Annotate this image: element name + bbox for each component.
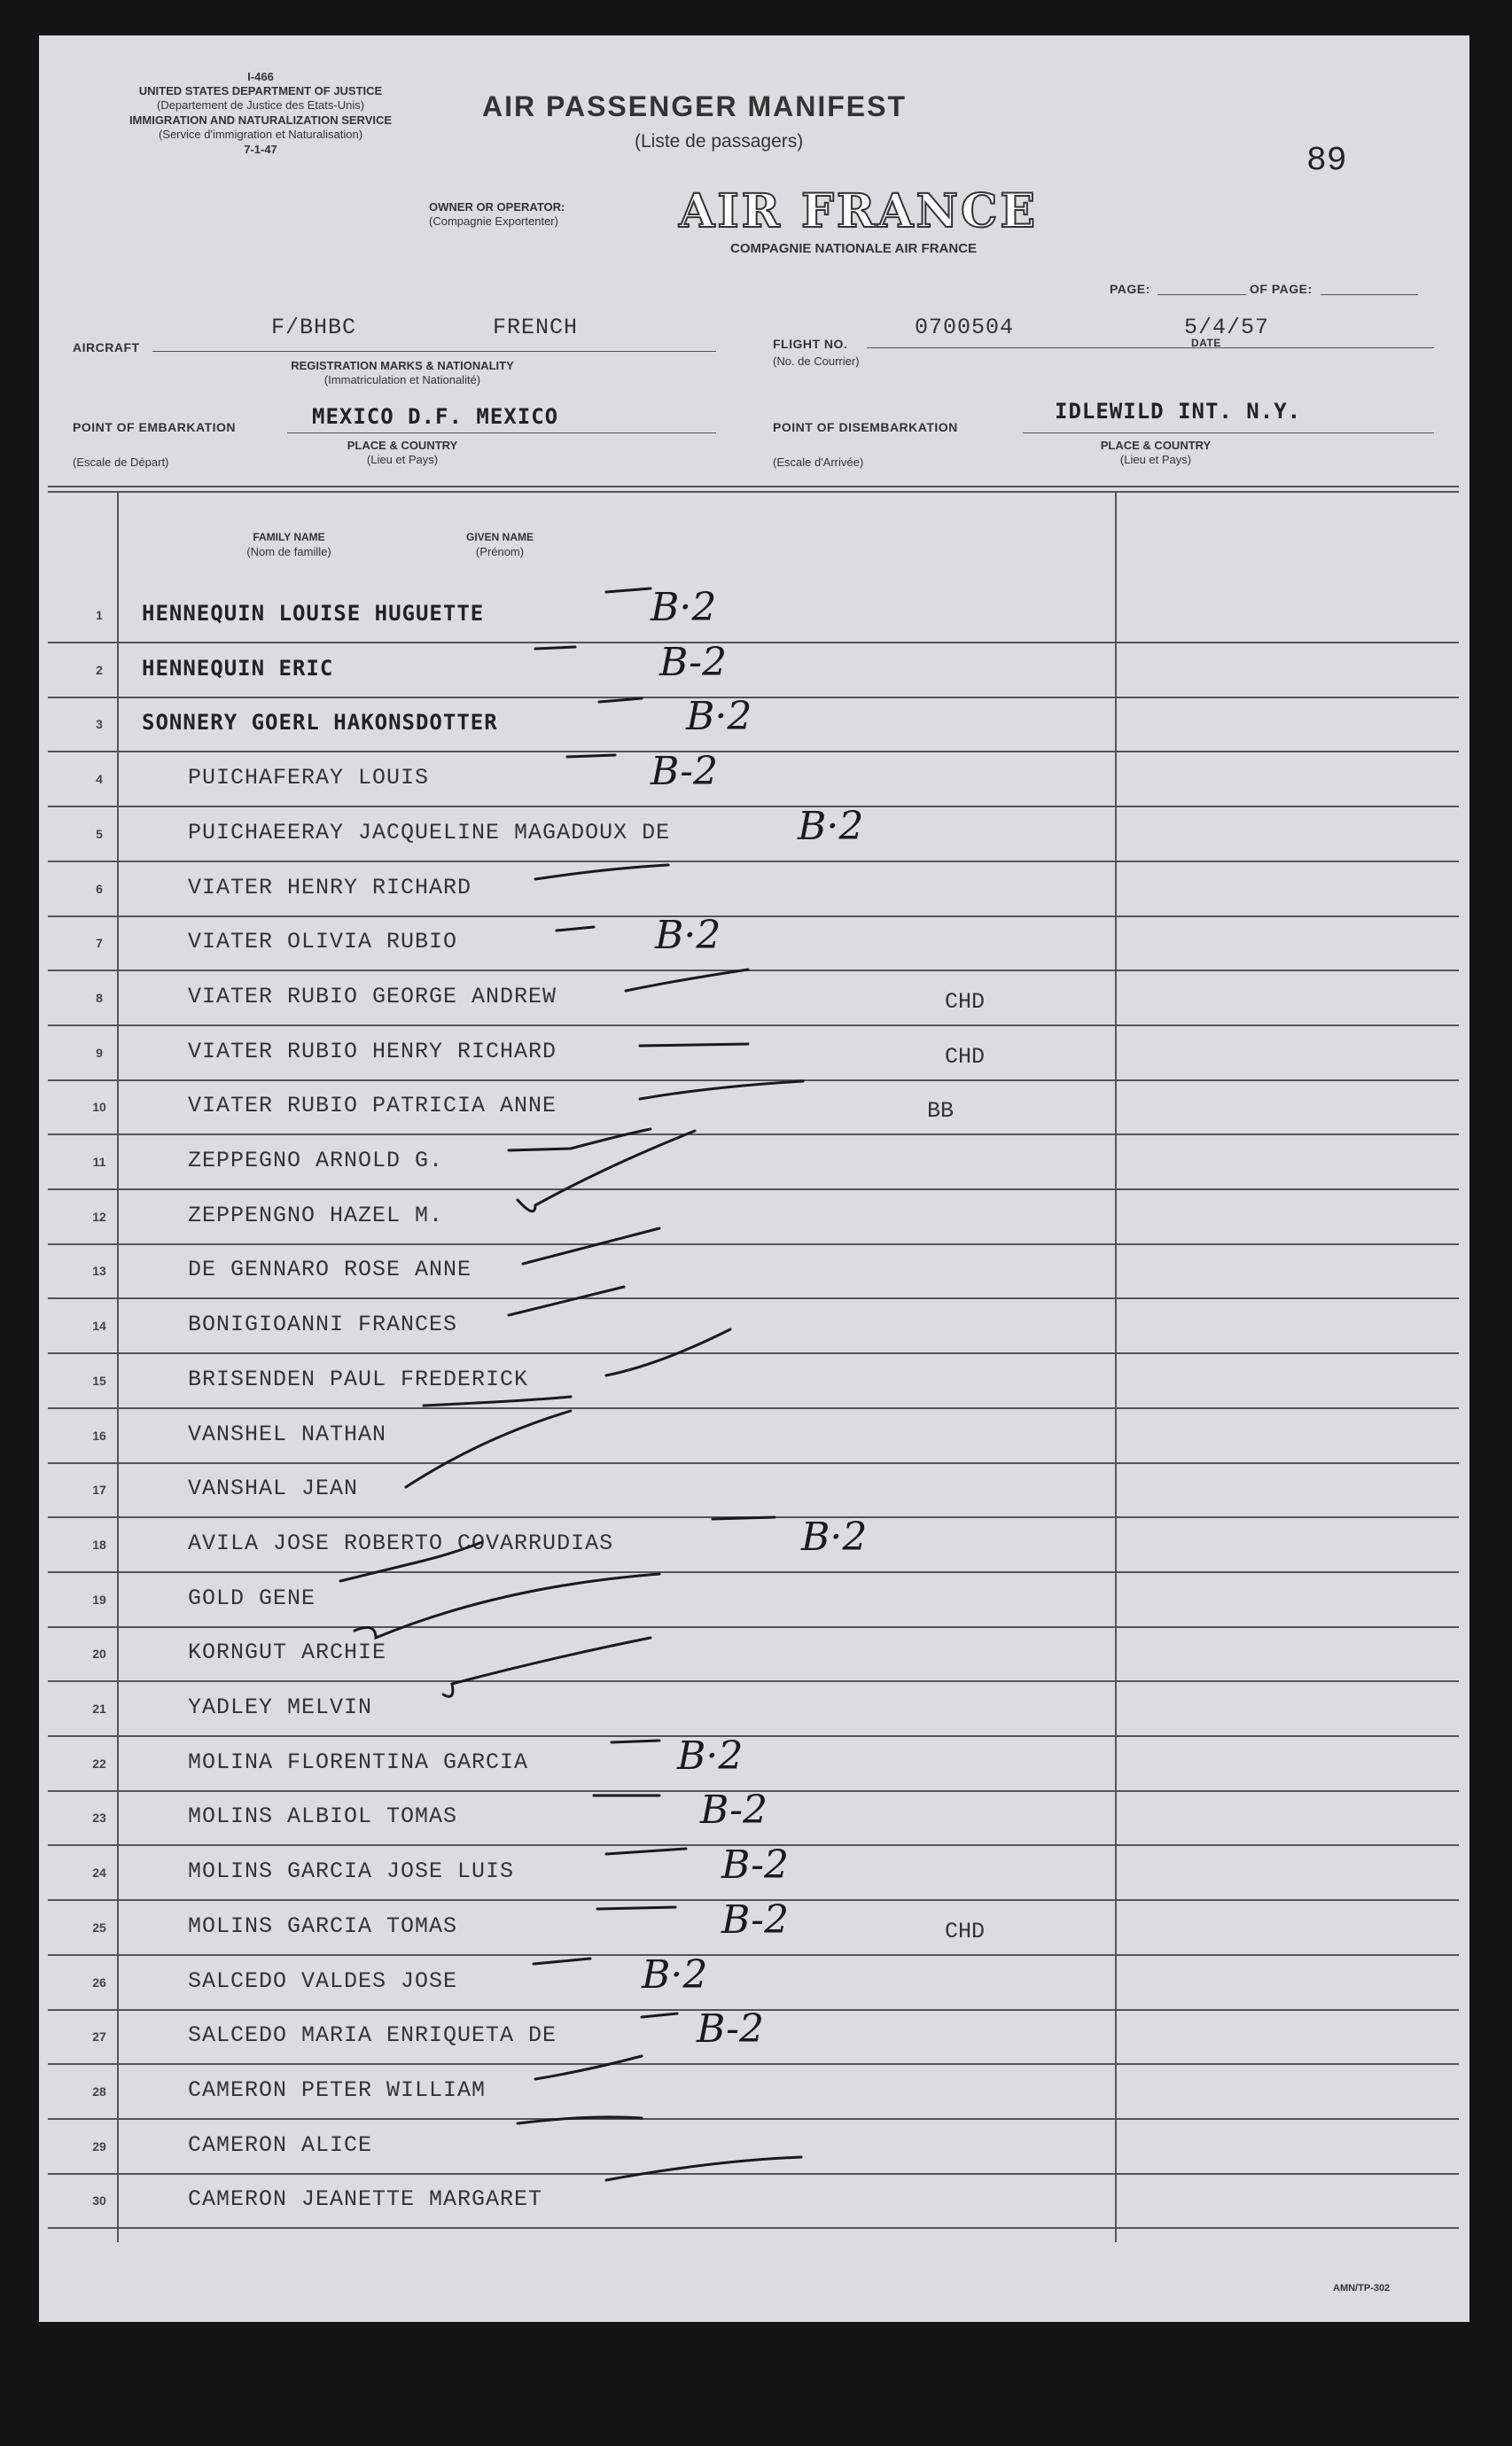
passenger-name: CAMERON PETER WILLIAM: [188, 2076, 487, 2103]
flight-date-value: 5/4/57: [1184, 315, 1270, 340]
row-number: 19: [92, 1592, 106, 1607]
row-number: 18: [92, 1537, 106, 1552]
row-number: 25: [92, 1920, 106, 1935]
family-name-label: FAMILY NAME: [253, 531, 325, 543]
dash-mark: [640, 1044, 748, 1046]
passenger-name: HENNEQUIN LOUISE HUGUETTE: [142, 601, 485, 626]
passenger-name: KORNGUT ARCHIE: [188, 1640, 387, 1666]
passenger-name: MOLINS ALBIOL TOMAS: [188, 1803, 458, 1830]
row-number: 11: [92, 1155, 106, 1169]
check-mark: [406, 1411, 571, 1487]
passenger-name: PUICHAFERAY LOUIS: [188, 765, 430, 791]
footer-code: AMN/TP-302: [1333, 2283, 1391, 2294]
passenger-name: VIATER RUBIO PATRICIA ANNE: [188, 1093, 557, 1119]
passenger-name: BONIGIOANNI FRANCES: [188, 1312, 458, 1338]
page-subtitle: (Liste de passagers): [635, 131, 804, 152]
passenger-name: ZEPPENGNO HAZEL M.: [188, 1202, 444, 1228]
passenger-name: VIATER RUBIO HENRY RICHARD: [188, 1038, 557, 1064]
dash-mark: [340, 1542, 482, 1581]
row-number: 9: [96, 1045, 103, 1060]
row-number: 12: [92, 1209, 106, 1224]
airline-name: AIR FRANCE: [679, 184, 1039, 238]
row-number: 28: [92, 2084, 106, 2099]
aircraft-label: AIRCRAFT: [73, 340, 140, 354]
dash-mark: [535, 647, 575, 649]
age-category: BB: [927, 1098, 955, 1125]
row-number: 27: [92, 2029, 106, 2045]
agency-line: 7-1-47: [244, 143, 277, 156]
dash-mark: [509, 1287, 624, 1315]
passenger-name: VANSHAL JEAN: [188, 1476, 359, 1502]
visa-class-mark: B·2: [798, 803, 864, 849]
owner-label: OWNER OR OPERATOR:: [429, 200, 565, 214]
passenger-name: SALCEDO MARIA ENRIQUETA DE: [188, 2022, 557, 2049]
passenger-name: VIATER HENRY RICHARD: [188, 874, 472, 900]
row-number: 23: [92, 1811, 106, 1826]
form-number: I-466: [247, 70, 274, 83]
row-number: 7: [96, 936, 103, 951]
row-number: 4: [96, 772, 103, 787]
visa-class-mark: B-2: [697, 2006, 765, 2053]
age-category: CHD: [945, 988, 986, 1015]
visa-class-mark: B·2: [651, 585, 717, 630]
row-number: 15: [92, 1373, 106, 1388]
handwriting-overlay: [39, 35, 1469, 2322]
row-number: 13: [92, 1264, 106, 1279]
passenger-name: CAMERON ALICE: [188, 2131, 373, 2158]
check-mark: [424, 1397, 571, 1406]
dash-mark: [597, 1907, 675, 1909]
passenger-name: CAMERON JEANETTE MARGARET: [188, 2186, 543, 2213]
agency-line: IMMIGRATION AND NATURALIZATION SERVICE: [129, 113, 393, 127]
date-label: DATE: [1191, 337, 1221, 349]
passenger-name: HENNEQUIN ERIC: [142, 655, 334, 681]
owner-label-fr: (Compagnie Exportenter): [429, 214, 558, 228]
flight-number-label: FLIGHT NO.: [773, 337, 848, 351]
agency-line: UNITED STATES DEPARTMENT OF JUSTICE: [138, 84, 383, 97]
dash-mark: [713, 1517, 775, 1519]
visa-class-mark: B·2: [801, 1514, 868, 1560]
disembarkation-value: IDLEWILD INT. N.Y.: [1055, 399, 1302, 424]
row-number: 3: [96, 717, 103, 732]
dash-mark: [518, 2117, 642, 2123]
age-category: CHD: [945, 1918, 986, 1944]
embarkation-label: POINT OF EMBARKATION: [73, 420, 236, 434]
check-mark: [523, 1228, 659, 1264]
visa-class-mark: B-2: [700, 1788, 768, 1834]
row-number: 5: [96, 826, 103, 841]
agency-line: (Service d'immigration et Naturalisation): [158, 128, 363, 141]
place-caption-fr: (Lieu et Pays): [366, 453, 439, 466]
visa-class-mark: B·2: [655, 913, 721, 959]
row-number: 6: [96, 881, 103, 896]
passenger-name: MOLINS GARCIA TOMAS: [188, 1912, 458, 1939]
row-number: 2: [96, 662, 103, 677]
passenger-name: PUICHAEERAY JACQUELINE MAGADOUX DE: [188, 819, 671, 845]
flight-number-label-fr: (No. de Courrier): [773, 354, 860, 368]
place-caption: PLACE & COUNTRY: [347, 439, 458, 452]
registration-value: F/BHBC: [271, 315, 357, 340]
agency-line: (Departement de Justice des Etats-Unis): [156, 98, 365, 112]
of-page-label: OF PAGE:: [1250, 282, 1313, 296]
row-number: 16: [92, 1428, 106, 1443]
place-caption: PLACE & COUNTRY: [1100, 439, 1212, 452]
passenger-name: MOLINA FLORENTINA GARCIA: [188, 1749, 529, 1775]
page-number: 89: [1306, 142, 1347, 180]
flight-number-value: 0700504: [915, 315, 1015, 340]
dash-mark: [612, 1741, 659, 1742]
visa-class-mark: B-2: [651, 749, 719, 795]
passenger-name: SALCEDO VALDES JOSE: [188, 1967, 458, 1994]
check-mark: [509, 1129, 651, 1150]
passenger-name: VIATER OLIVIA RUBIO: [188, 929, 458, 955]
row-number: 26: [92, 1975, 106, 1990]
visa-class-mark: B·2: [642, 1951, 708, 1998]
dash-mark: [642, 2014, 677, 2017]
dash-mark: [626, 970, 748, 991]
manifest-sheet: [39, 35, 1469, 2322]
family-name-label-fr: (Nom de famille): [246, 545, 331, 558]
check-mark: [443, 1638, 651, 1696]
row-number: 24: [92, 1866, 106, 1881]
visa-class-mark: B-2: [721, 1897, 790, 1943]
row-number: 21: [92, 1702, 106, 1716]
passenger-name: ZEPPEGNO ARNOLD G.: [188, 1148, 444, 1173]
visa-class-mark: B-2: [659, 639, 728, 685]
passenger-name: SONNERY GOERL HAKONSDOTTER: [142, 710, 498, 736]
row-number: 20: [92, 1647, 106, 1662]
page-title: AIR PASSENGER MANIFEST: [482, 90, 907, 122]
row-number: 22: [92, 1756, 106, 1771]
registration-caption-en: REGISTRATION MARKS & NATIONALITY: [291, 359, 514, 372]
row-number: 8: [96, 990, 103, 1005]
given-name-label: GIVEN NAME: [465, 531, 534, 543]
passenger-name: BRISENDEN PAUL FREDERICK: [188, 1366, 529, 1392]
visa-class-mark: B·2: [677, 1733, 744, 1779]
disembarkation-label: POINT OF DISEMBARKATION: [773, 420, 958, 434]
passenger-name: VIATER RUBIO GEORGE ANDREW: [188, 983, 557, 1009]
dash-mark: [535, 865, 668, 879]
airline-subtitle: COMPAGNIE NATIONALE AIR FRANCE: [730, 241, 978, 256]
dash-mark: [567, 755, 615, 757]
check-mark: [355, 1574, 659, 1638]
disembarkation-label-fr: (Escale d'Arrivée): [773, 456, 864, 469]
row-number: 10: [92, 1100, 106, 1115]
dash-mark: [557, 927, 594, 931]
age-category: CHD: [945, 1043, 986, 1070]
row-number: 29: [92, 2138, 106, 2154]
visa-class-mark: B-2: [721, 1842, 790, 1889]
dash-mark: [534, 1959, 590, 1964]
passenger-name: AVILA JOSE ROBERTO COVARRUDIAS: [188, 1530, 614, 1556]
row-number: 17: [92, 1483, 106, 1498]
page-label: PAGE:: [1110, 282, 1150, 296]
place-caption-fr: (Lieu et Pays): [1119, 453, 1192, 466]
passenger-name: GOLD GENE: [188, 1585, 316, 1611]
dash-mark: [606, 588, 651, 592]
check-mark: [606, 1329, 730, 1375]
check-mark: [518, 1131, 695, 1211]
dash-mark: [640, 1081, 803, 1099]
embarkation-value: MEXICO D.F. MEXICO: [312, 404, 559, 429]
passenger-name: DE GENNARO ROSE ANNE: [188, 1257, 472, 1283]
registration-caption-fr: (Immatriculation et Nationalité): [323, 373, 481, 386]
dash-mark: [599, 698, 642, 702]
passenger-name: MOLINS GARCIA JOSE LUIS: [188, 1858, 515, 1885]
row-number: 30: [92, 2193, 106, 2208]
passenger-name: YADLEY MELVIN: [188, 1694, 373, 1720]
nationality-value: FRENCH: [493, 315, 579, 340]
visa-class-mark: B·2: [686, 694, 752, 740]
row-number: 1: [96, 608, 103, 622]
passenger-name: VANSHEL NATHAN: [188, 1421, 387, 1447]
given-name-label-fr: (Prénom): [475, 545, 525, 558]
row-number: 14: [92, 1319, 106, 1334]
dash-mark: [535, 2056, 642, 2079]
dash-mark: [606, 1849, 686, 1854]
dash-mark: [606, 2157, 801, 2180]
embarkation-label-fr: (Escale de Départ): [73, 456, 169, 469]
